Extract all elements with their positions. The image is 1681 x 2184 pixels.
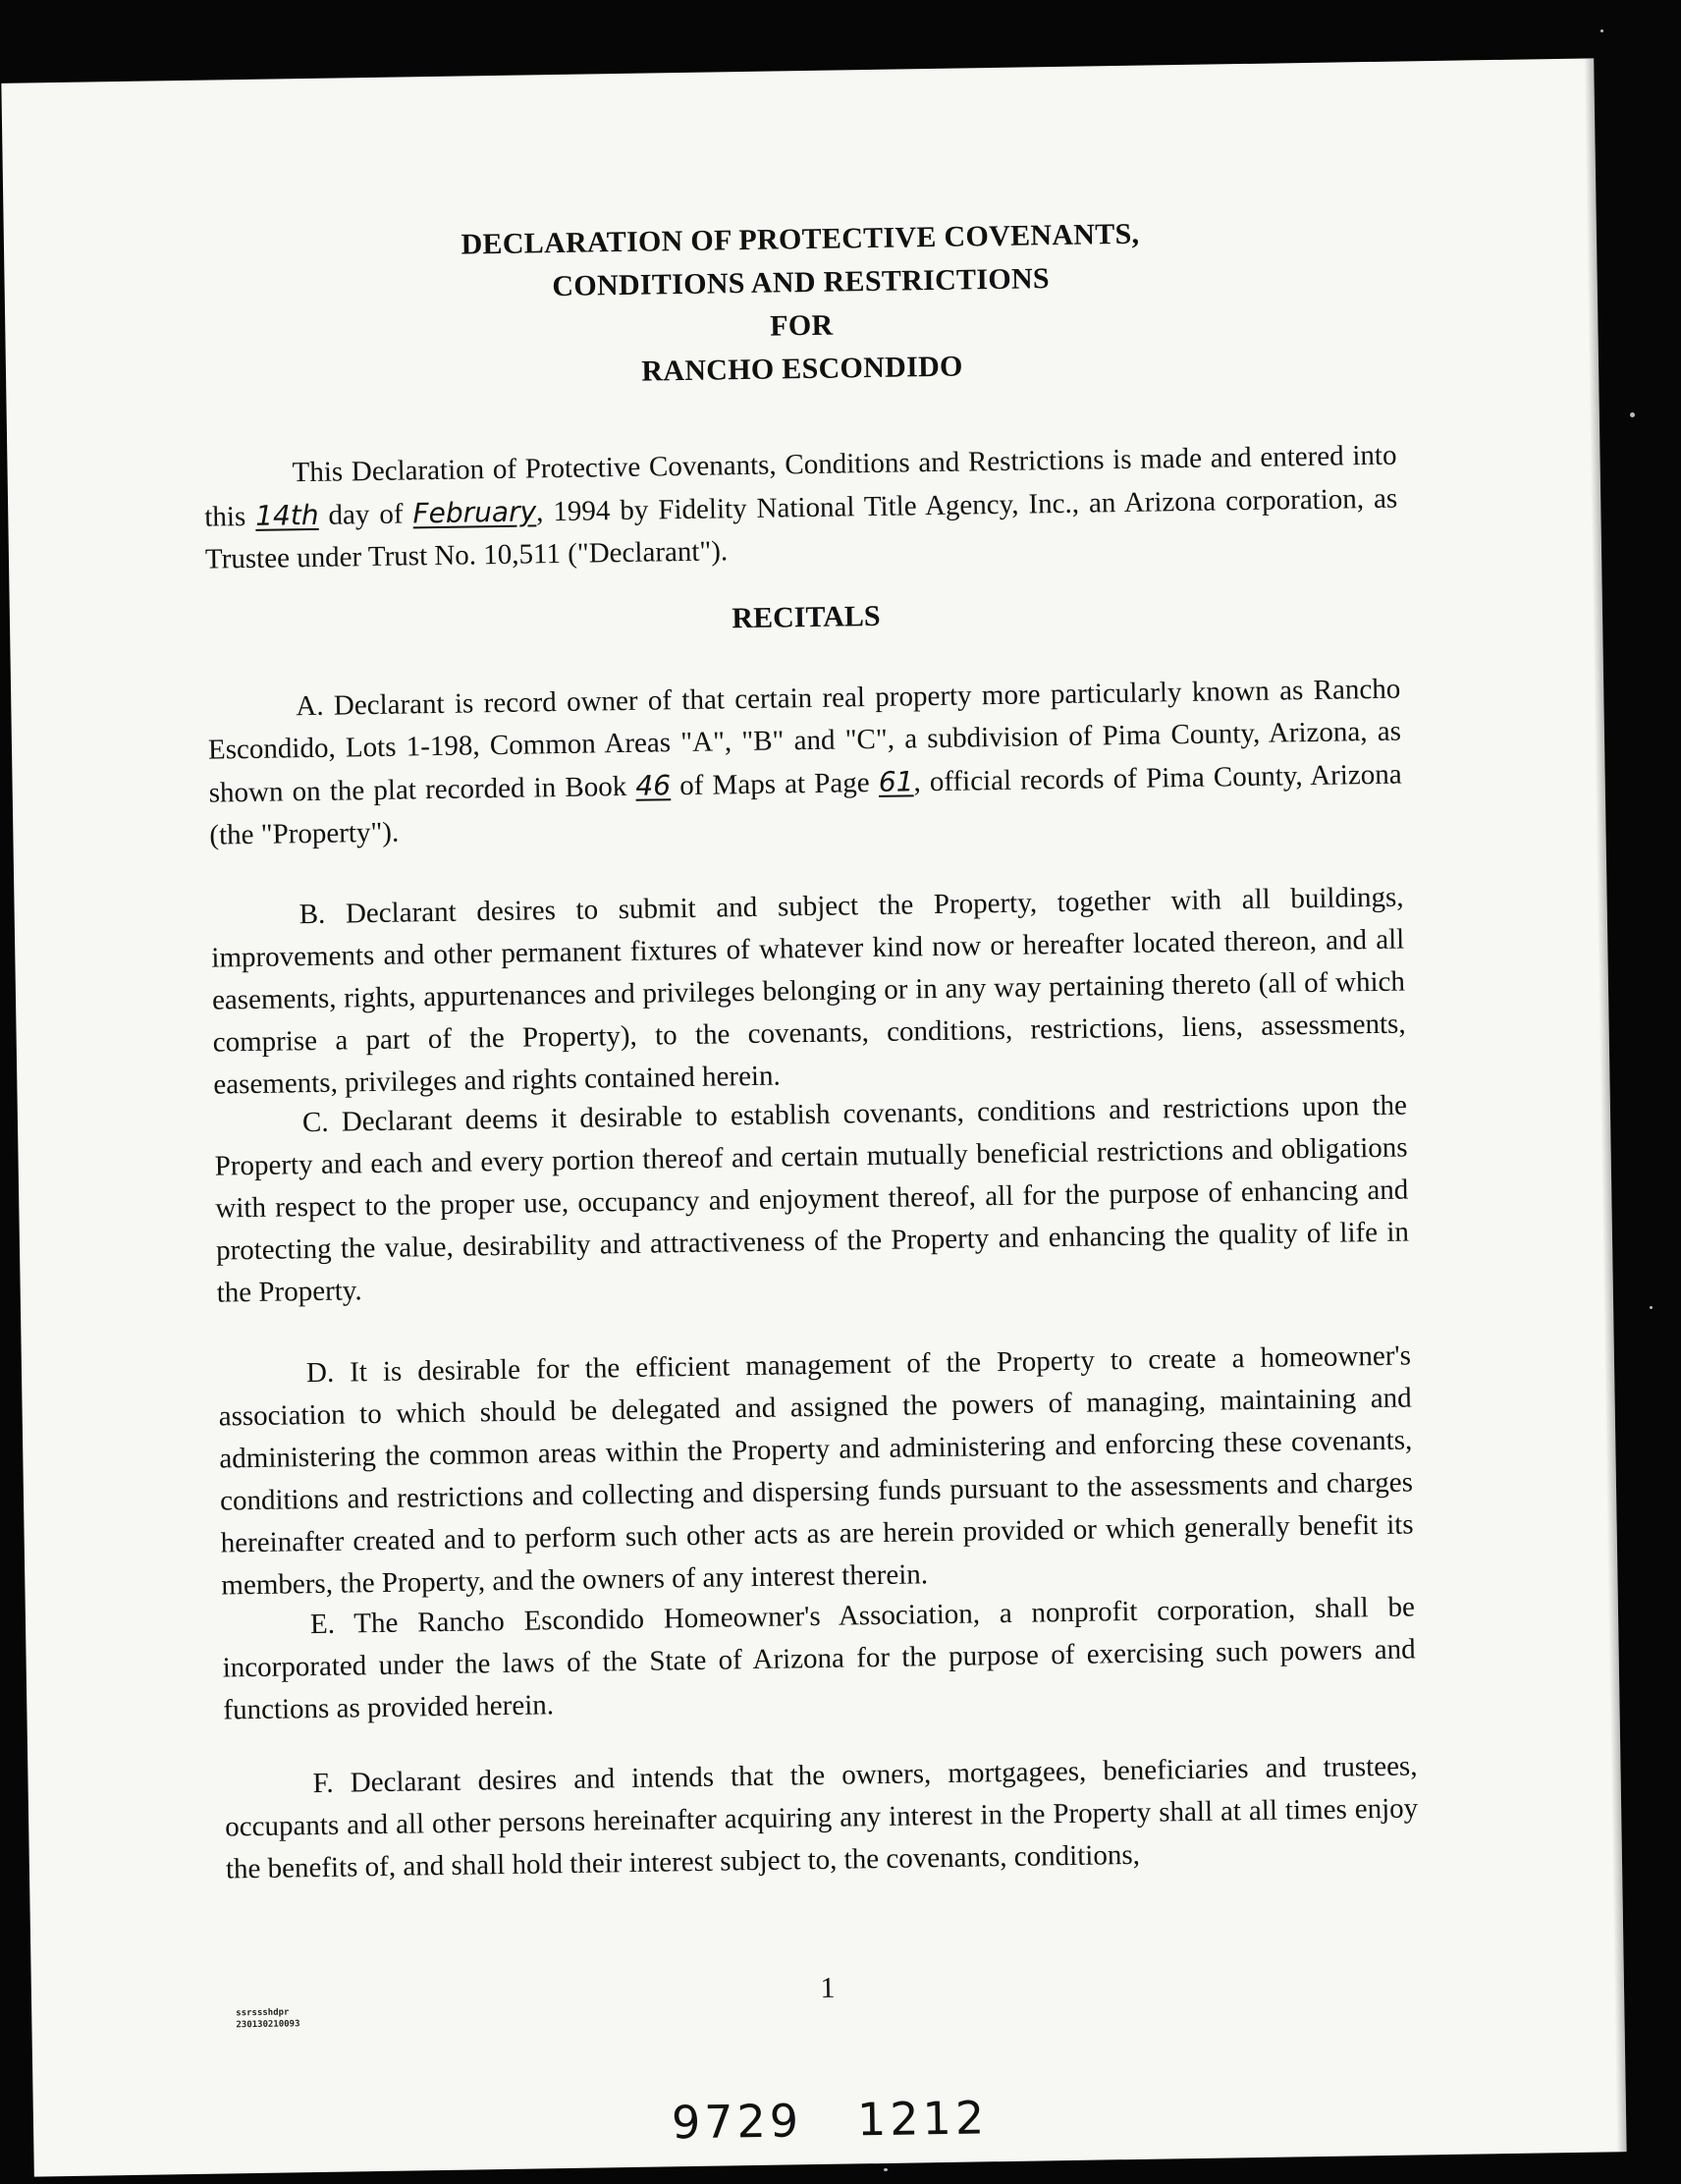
intro-text-1: This Declaration of Protective Covenants, Conditions and Restrictions is made and entered into this	[204, 439, 1397, 533]
handwritten-day: 14th	[254, 498, 319, 532]
recital-a-text-1: A. Declarant is record owner of that certain real property more particularly known as Rancho Escondido, Lots 1-198, Common Areas "A", "B" and "C", a subdivision of Pima County, Arizona, as shown on the plat recorded in Book	[207, 673, 1402, 809]
recording-book-number: 9729	[671, 2094, 803, 2150]
recording-stamp	[33, 2081, 1627, 2158]
scan-speck	[884, 2168, 888, 2171]
recital-a	[207, 669, 1403, 857]
footer-code-line-1: ssrssshdpr	[236, 2007, 290, 2019]
title-line-2: CONDITIONS AND RESTRICTIONS	[552, 262, 1051, 303]
scan-speck	[1630, 412, 1635, 417]
intro-text-2: day of	[318, 498, 413, 531]
title-line-3: FOR	[769, 308, 834, 343]
recital-a-text-3: , official records of Pima County, Arizona (the "Property").	[209, 758, 1402, 851]
recital-a-text-2: of Maps at Page	[670, 766, 880, 802]
title-line-1: DECLARATION OF PROTECTIVE COVENANTS,	[461, 217, 1140, 261]
scan-speck	[1600, 29, 1603, 32]
handwritten-month: February	[412, 495, 537, 530]
handwritten-book: 46	[635, 769, 672, 802]
recital-b: B. Declarant desires to submit and subject the Property, together with all buildings, improvements and other permanent fixtures of whatever kind now or hereafter located thereon, and all easements, rights, appurtenances and privileges belonging or in any way pertaining thereto (all of which comprise a part of the Property), to the covenants, conditions, restrictions, liens, assessments, easements, privileges and rights contained herein.	[211, 881, 1406, 1101]
intro-paragraph	[203, 435, 1398, 581]
handwritten-page: 61	[878, 765, 914, 798]
document-title	[4, 205, 1600, 403]
scan-speck	[1650, 1306, 1653, 1309]
recitals-heading: RECITALS	[732, 599, 881, 635]
title-line-4: RANCHO ESCONDIDO	[641, 350, 963, 388]
recording-page-number: 1212	[856, 2091, 989, 2147]
recital-f: F. Declarant desires and intends that the owners, mortgagees, beneficiaries and trustees, occupants and all other persons hereinafter acquiring any interest in the Property shall at all times enjoy the benefits of, and shall hold their interest subject to, the covenants, conditions,	[225, 1750, 1419, 1885]
page-number: 1	[820, 1971, 836, 2005]
recital-d: D. It is desirable for the efficient management of the Property to create a homeowner's association to which should be delegated and assigned the powers of managing, maintaining and administering the common areas within the Property and administering and enforcing these covenants, conditions and restrictions and collecting and dispersing funds pursuant to the assessments and charges hereinafter created and to perform such other acts as are herein provided or which generally benefit its members, the Property, and the owners of any interest therein.	[218, 1339, 1414, 1602]
document-page	[1, 58, 1626, 2176]
recital-c: C. Declarant deems it desirable to establish covenants, conditions and restrictions upon the Property and each and every portion thereof and certain mutually beneficial restrictions and obligations with respect to the proper use, occupancy and enjoyment thereof, all for the purpose of enhancing and protecting the value, desirability and attractiveness of the Property and enhancing the quality of life in the Property.	[214, 1089, 1410, 1309]
recital-e: E. The Rancho Escondido Homeowner's Association, a nonprofit corporation, shall be incorporated under the laws of the State of Arizona for the purpose of exercising such powers and functions as provided herein.	[222, 1591, 1416, 1726]
footer-code-line-2: 230130210093	[236, 2019, 300, 2031]
intro-text-3: , 1994 by Fidelity National Title Agency, Inc., an Arizona corporation, as Trustee under Trust No. 10,511 ("Declarant").	[204, 482, 1398, 575]
